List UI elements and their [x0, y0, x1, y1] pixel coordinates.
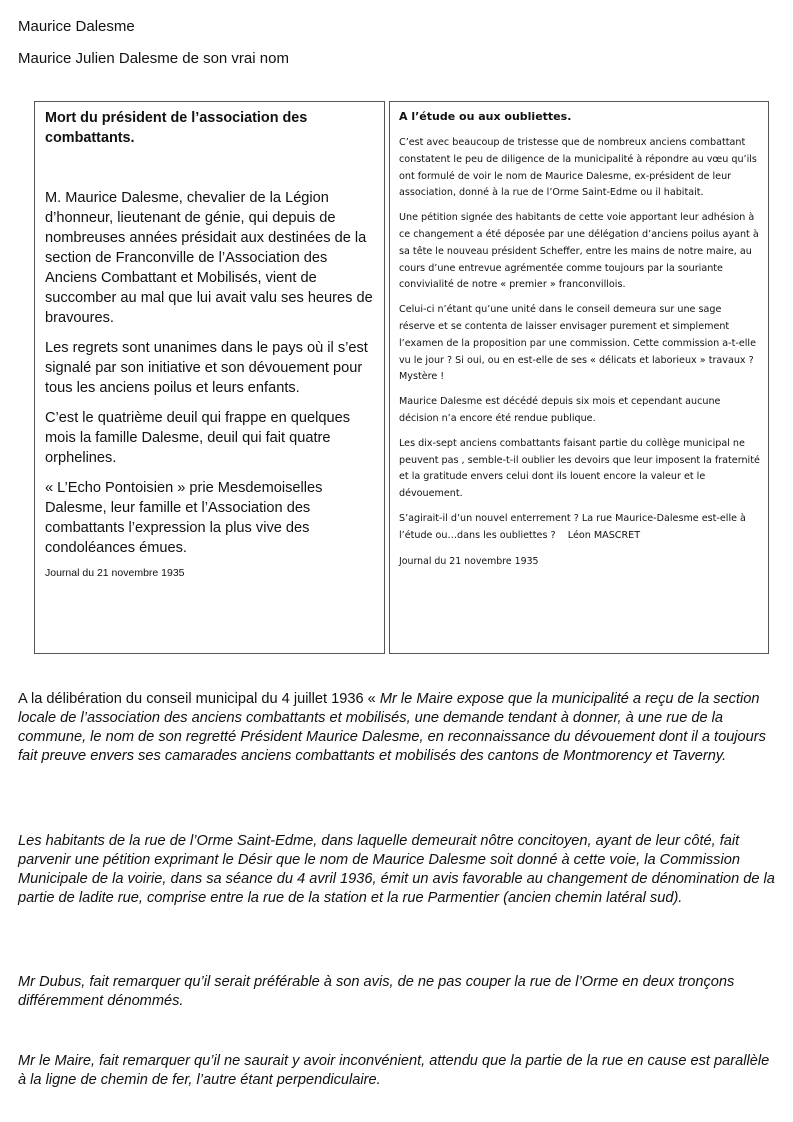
- body-paragraph-deliberation: [18, 690, 778, 766]
- left-article-source: Journal du 21 novembre 1935: [45, 567, 185, 579]
- page-title: Maurice Dalesme: [18, 18, 135, 35]
- right-article-paragraph: Les dix-sept anciens combattants faisant partie du collège municipal ne peuvent pas , semble-t-il oublier les devoirs que leur imposent la fraternité et la gratitude envers celui dont ils louent encore la valeur et le dévouement.: [399, 437, 760, 500]
- left-article-paragraph: C’est le quatrième deuil qui frappe en quelques mois la famille Dalesme, deuil qui fait quatre orphelines.: [45, 410, 351, 466]
- right-article-paragraph: Maurice Dalesme est décédé depuis six mois et cependant aucune décision n’a encore été rendue publique.: [399, 396, 721, 424]
- body-paragraph-quote: Mr le Maire expose que la municipalité a reçu de la section locale de l’association des anciens combattants et mobilisés, une demande tendant à donner, à une rue de la commune, le nom de son regretté Président Maurice Dalesme, en reconnaissance du dévouement dont il a toujours fait preuve envers ses camarades anciens combattants et mobilisés des cantons de Montmorency et Taverny.: [18, 691, 766, 764]
- left-article-paragraph: « L’Echo Pontoisien » prie Mesdemoiselles Dalesme, leur famille et l’Association des combattants l’expression la plus vive des condoléances émues.: [45, 480, 323, 556]
- body-paragraph-residents: Les habitants de la rue de l’Orme Saint-Edme, dans laquelle demeurait nôtre concitoyen, ayant de leur côté, fait parvenir une pétition exprimant le Désir que le nom de Maurice Dalesme soit donné à cette voie, la Commission Municipale de la voirie, dans sa séance du 4 avril 1936, émit un avis favorable au changement de dénomination de la partie de ladite rue, comprise entre la rue de la station et la rue Parmentier (ancien chemin latéral sud).: [18, 833, 775, 906]
- right-article-paragraph: Une pétition signée des habitants de cette voie apportant leur adhésion à ce changement a été déposée par une délégation d’anciens poilus ayant à sa tête le nouveau président Scheffer, entre les mains de notre maire, au cours d’une entrevue agrémentée comme toujours par la souriante convivialité de notre « premier » franconvillois.: [399, 212, 759, 291]
- body-paragraph-maire: Mr le Maire, fait remarquer qu’il ne saurait y avoir inconvénient, attendu que la partie de la rue en cause est parallèle à la ligne de chemin de fer, l’autre étant perpendiculaire.: [18, 1053, 770, 1088]
- left-article-paragraph: M. Maurice Dalesme, chevalier de la Légion d’honneur, lieutenant de génie, qui depuis de nombreuses années présidait aux destinées de la section de Franconville de l’Association des Anciens Combattant et Mobilisés, vient de succomber au mal que lui avait valu ses heures de bravoures.: [45, 190, 373, 326]
- right-article-source: Journal du 21 novembre 1935: [399, 555, 539, 567]
- left-article-title: Mort du président de l’association des combattants.: [45, 110, 308, 146]
- body-paragraph-dubus: Mr Dubus, fait remarquer qu’il serait préférable à son avis, de ne pas couper la rue de l’Orme en deux tronçons différemment dénommés.: [18, 974, 735, 1009]
- right-article-box: [389, 101, 769, 654]
- right-article-paragraph: S’agirait-il d’un nouvel enterrement ? La rue Maurice-Dalesme est-elle à l’étude ou…dans les oubliettes ? Léon MASCRET: [399, 512, 749, 541]
- left-article-box: [34, 101, 385, 654]
- right-article-paragraph: C’est avec beaucoup de tristesse que de nombreux anciens combattant constatent le peu de diligence de la municipalité à répondre au vœu qu’ils ont formulé de voir le nom de Maurice Dalesme, ex-président de leur association, donné à la rue de l’Orme Saint-Edme ou il habitait.: [399, 137, 757, 199]
- right-article-title: A l’étude ou aux oubliettes.: [399, 110, 572, 123]
- body-paragraph-intro: A la délibération du conseil municipal du 4 juillet 1936 «: [18, 691, 380, 707]
- page-subtitle: Maurice Julien Dalesme de son vrai nom: [18, 50, 289, 67]
- right-article-paragraph: Celui-ci n’étant qu’une unité dans le conseil demeura sur une sage réserve et se contenta de laisser envisager purement et simplement l’examen de la proposition par une commission. Cette commission a-t-elle vu le jour ? Si oui, ou en est-elle de ses « délicats et laborieux » travaux ? Mystère !: [399, 304, 756, 383]
- left-article-paragraph: Les regrets sont unanimes dans le pays où il s’est signalé par son initiative et son dévouement pour tous les anciens poilus et leurs enfants.: [45, 340, 368, 396]
